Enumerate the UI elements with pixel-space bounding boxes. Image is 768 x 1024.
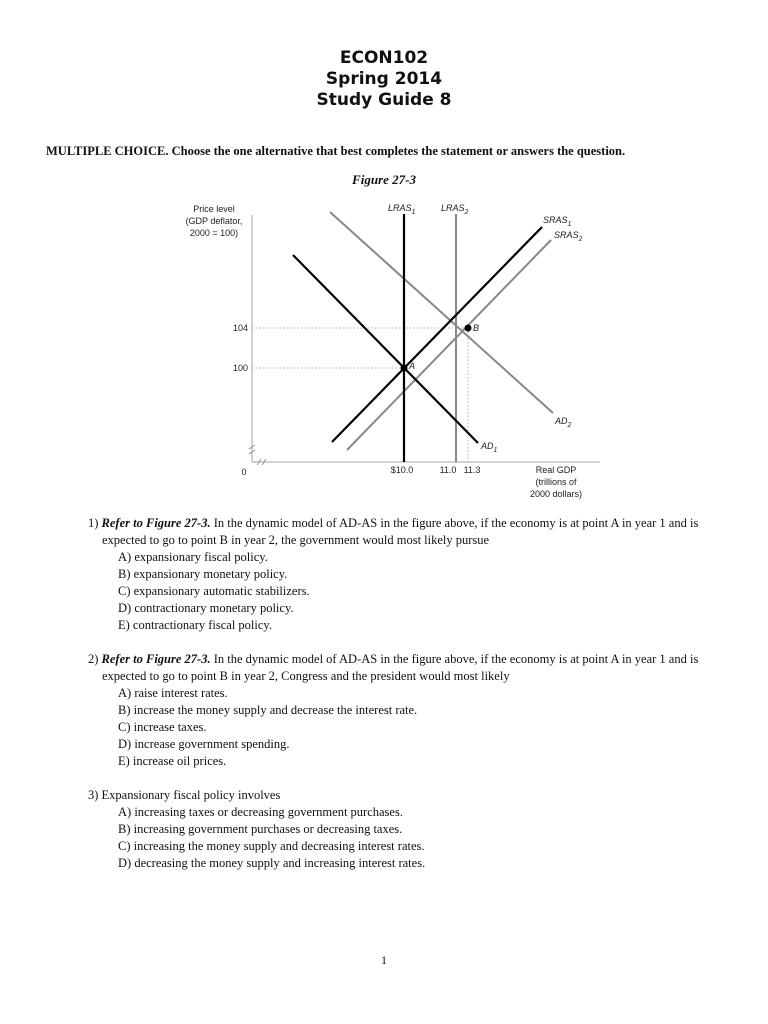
page-number: 1 <box>381 953 387 967</box>
question-2-option-d: D) increase government spending. <box>118 737 290 751</box>
sras1-label-base: SRAS <box>543 215 568 225</box>
document-title <box>0 48 768 111</box>
course-term: Spring 2014 <box>325 69 443 89</box>
ad-as-figure <box>0 190 768 510</box>
lras1-label <box>388 203 416 216</box>
ad1-label <box>480 441 498 454</box>
question-1-option-d: D) contractionary monetary policy. <box>118 601 294 615</box>
question-3 <box>88 787 708 872</box>
lras2-label <box>441 203 469 216</box>
point-b-marker <box>465 325 472 332</box>
x-axis-label-line-1: Real GDP <box>535 465 577 475</box>
ad2-label <box>554 416 572 429</box>
question-2-number: 2) <box>88 652 99 666</box>
sras2-label <box>554 230 583 243</box>
guide-title: Study Guide 8 <box>316 90 452 110</box>
lras1-label-sub: 1 <box>411 209 416 216</box>
question-3-text: Expansionary fiscal policy involves <box>101 788 281 802</box>
x-tick-113: 11.3 <box>463 465 481 475</box>
sras2-label-sub: 2 <box>578 236 583 243</box>
point-a-marker <box>401 365 408 372</box>
question-1-option-b: B) expansionary monetary policy. <box>118 567 288 581</box>
question-1 <box>88 515 708 634</box>
ad1-curve <box>293 255 478 443</box>
question-2 <box>88 651 708 770</box>
sras2-curve <box>347 240 551 450</box>
question-2-option-e: E) increase oil prices. <box>118 754 227 768</box>
question-3-option-b: B) increasing government purchases or decreasing taxes. <box>118 822 403 836</box>
question-1-options <box>88 549 708 634</box>
question-list <box>88 515 708 889</box>
y-axis-label-line-1: Price level <box>193 204 235 214</box>
question-1-option-a: A) expansionary fiscal policy. <box>118 550 268 564</box>
y-tick-100: 100 <box>232 363 248 373</box>
lras2-label-sub: 2 <box>464 209 469 216</box>
y-axis-label-line-3: 2000 = 100) <box>189 228 239 238</box>
course-code: ECON102 <box>339 48 429 68</box>
question-3-stem <box>88 787 708 804</box>
question-1-text: In the dynamic model of AD-AS in the figure above, if the economy is at point A in year 1 and is expected to go to point B in year 2, the government would most likely pursue <box>102 516 699 547</box>
question-2-text: In the dynamic model of AD-AS in the figure above, if the economy is at point A in year 1 and is expected to go to point B in year 2, Congress and the president would most likely <box>102 652 699 683</box>
x-axis-label-line-3: 2000 dollars) <box>529 489 583 499</box>
question-2-stem <box>88 651 708 685</box>
x-tick-10: $10.0 <box>390 465 414 475</box>
question-1-number: 1) <box>88 516 99 530</box>
point-a-label: A <box>409 361 416 371</box>
question-1-stem <box>88 515 708 549</box>
sras1-label-sub: 1 <box>567 221 572 228</box>
ad1-label-base: AD <box>481 441 494 451</box>
sras2-label-base: SRAS <box>554 230 579 240</box>
question-3-option-c: C) increasing the money supply and decreasing interest rates. <box>118 839 425 853</box>
question-1-option-c: C) expansionary automatic stabilizers. <box>118 584 310 598</box>
sras1-curve <box>332 227 542 442</box>
question-2-option-c: C) increase taxes. <box>118 720 207 734</box>
x-axis-label-line-2: (trillions of <box>535 477 577 487</box>
question-3-option-d: D) decreasing the money supply and increasing interest rates. <box>118 856 426 870</box>
ad1-label-sub: 1 <box>493 447 498 454</box>
lras2-label-base: LRAS <box>441 203 465 213</box>
ad2-label-sub: 2 <box>567 422 572 429</box>
instructions: MULTIPLE CHOICE. Choose the one alternative that best completes the statement or answers the question. <box>46 144 626 158</box>
question-2-option-b: B) increase the money supply and decrease the interest rate. <box>118 703 418 717</box>
sras1-label <box>543 215 572 228</box>
ad2-curve <box>330 212 553 413</box>
question-2-options <box>88 685 708 770</box>
question-2-reference: Refer to Figure 27-3. <box>101 652 211 666</box>
lras1-label-base: LRAS <box>388 203 412 213</box>
y-axis-label-line-2: (GDP deflator, <box>185 216 243 226</box>
y-tick-104: 104 <box>232 323 248 333</box>
x-tick-11: 11.0 <box>439 465 457 475</box>
question-3-options <box>88 804 708 872</box>
question-1-option-e: E) contractionary fiscal policy. <box>118 618 272 632</box>
origin-label: 0 <box>241 467 247 477</box>
question-2-option-a: A) raise interest rates. <box>118 686 228 700</box>
question-3-option-a: A) increasing taxes or decreasing government purchases. <box>118 805 403 819</box>
question-1-reference: Refer to Figure 27-3. <box>101 516 211 530</box>
ad2-label-base: AD <box>555 416 568 426</box>
point-b-label: B <box>473 323 480 333</box>
figure-caption: Figure 27-3 <box>352 172 416 187</box>
question-3-number: 3) <box>88 788 99 802</box>
